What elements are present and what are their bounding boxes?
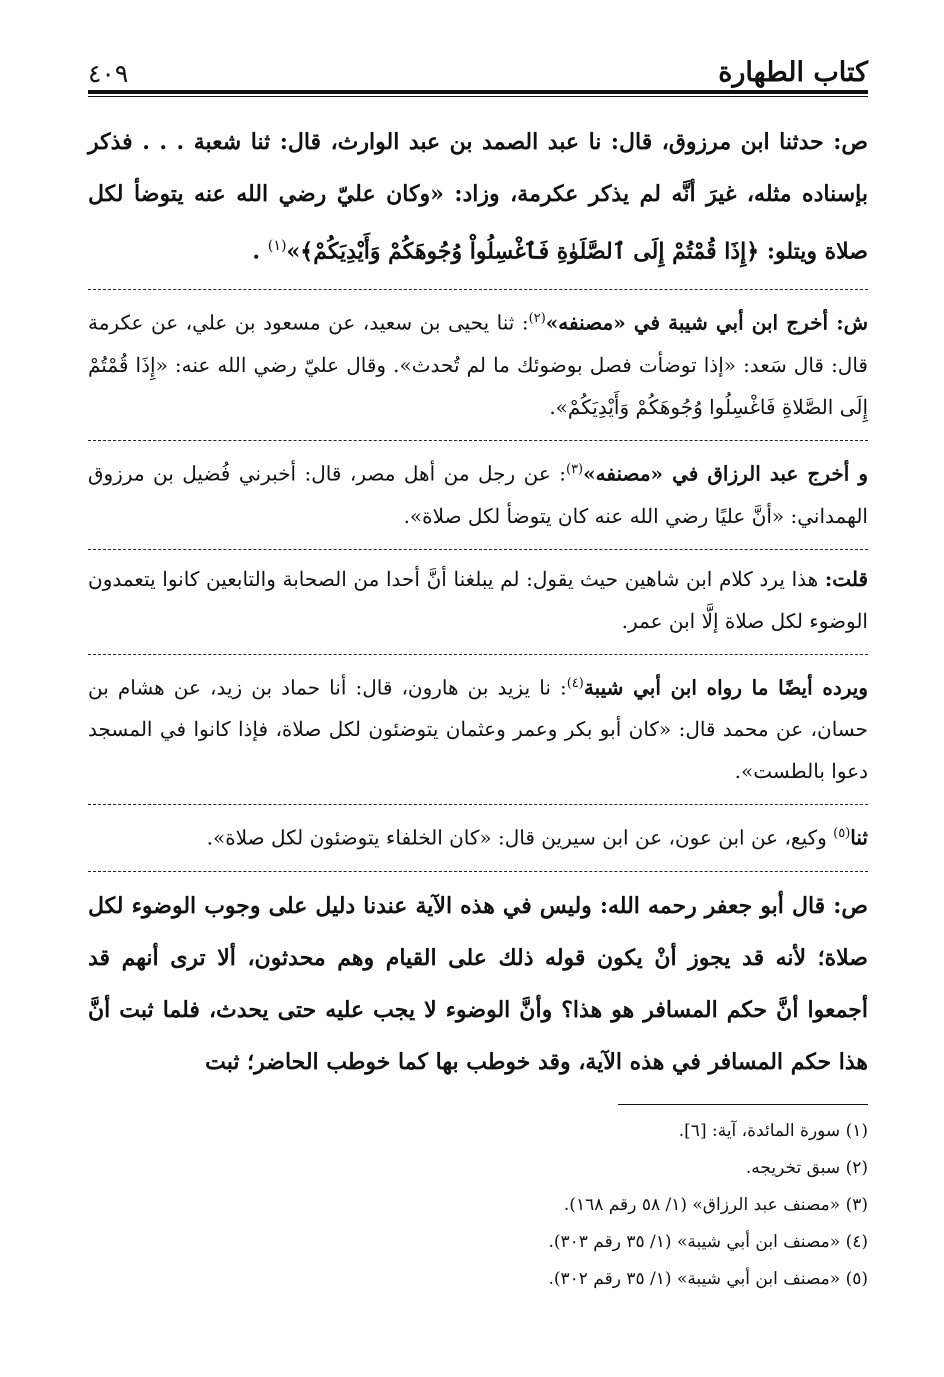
- footnote-ref: (١): [267, 238, 287, 254]
- page-header: [88, 38, 868, 88]
- paragraph-lead: قلت:: [824, 566, 869, 591]
- footnote-3: (٣) «مصنف عبد الرزاق» (١/ ٥٨ رقم ١٦٨).: [563, 1195, 868, 1215]
- quran-verse: ﴿إِذَا قُمْتُمْ إِلَى ٱلصَّلَوٰةِ فَٱغْسِلُواْ وُجُوهَكُمْ وَأَيْدِيَكُمْ﴾»: [286, 238, 760, 265]
- footnote-1: (١) سورة المائدة، آية: [٦].: [678, 1121, 868, 1141]
- paragraph-commentary-2: [88, 441, 868, 550]
- paragraph-body: : ثنا يحيى بن سعيد، عن مسعود بن علي، عن عكرمة قال: قال سَعد: «إذا توضأت فصل بوضوئك ما لم تُحدث». وقال عليّ رضي الله عنه: «إِذَا قُمْتُمْ إِلَى الصَّلاةِ فَاغْسِلُوا وُجُوهَكُمْ وَأَيْدِيَكُمْ».: [88, 310, 868, 419]
- footnote-5: (٥) «مصنف ابن أبي شيبة» (١/ ٣٥ رقم ٣٠٢).: [548, 1269, 868, 1289]
- footnote-ref: (٣): [565, 461, 584, 477]
- footnote-4: (٤) «مصنف ابن أبي شيبة» (١/ ٣٥ رقم ٣٠٣).: [548, 1232, 868, 1252]
- footnote-ref: (٤): [566, 675, 584, 691]
- paragraph-text-2: [88, 872, 868, 1100]
- paragraph-text-1: [88, 108, 868, 290]
- footnote-ref: (٥): [833, 826, 851, 842]
- paragraph-body: حدثنا ابن مرزوق، قال: نا عبد الصمد بن عبد الوارث، قال: ثنا شعبة . . . فذكر بإسناده مثله، غيرَ أنَّه لم يذكر عكرمة، وزاد: «وكان عليّ رضي الله عنه يتوضأ لكل صلاة ويتلو:: [88, 129, 868, 265]
- paragraph-commentary-1: [88, 290, 868, 441]
- paragraph-commentary-5: [88, 805, 868, 872]
- paragraph-body: قال أبو جعفر رحمه الله: وليس في هذه الآية عندنا دليل على وجوب الوضوء لكل صلاة؛ لأنه قد يجوز أنْ يكون قوله ذلك على القيام وهم محدثون، ألا ترى أنهم قد أجمعوا أنَّ حكم المسافر هو هذا؟ وأنَّ الوضوء لا يجب عليه حتى يحدث، فلما ثبت أنَّ هذا حكم المسافر في هذه الآية، وقد خوطب بها كما خوطب الحاضر؛ ثبت: [88, 892, 868, 1075]
- footnote-rule: [618, 1104, 868, 1105]
- paragraph-lead: و أخرج عبد الرزاق في «مصنفه»: [583, 461, 869, 486]
- main-text: [88, 108, 868, 1100]
- paragraph-commentary-3: [88, 550, 868, 655]
- paragraph-commentary-4: [88, 655, 868, 806]
- footnotes: [88, 1104, 868, 1298]
- paragraph-lead: ص:: [833, 129, 868, 155]
- chapter-title: كتاب الطهارة: [718, 57, 868, 88]
- paragraph-lead: ثنا: [850, 825, 868, 850]
- page-number: ٤٠٩: [88, 59, 129, 88]
- paragraph-lead: ش: أخرج ابن أبي شيبة في «مصنفه»: [545, 310, 868, 335]
- paragraph-body: : عن رجل من أهل مصر، قال: أخبرني فُضيل بن مرزوق الهمداني: «أنَّ عليًا رضي الله عنه كان يتوضأ لكل صلاة».: [88, 461, 868, 528]
- header-rule: [88, 90, 868, 97]
- paragraph-body: : نا يزيد بن هارون، قال: أنا حماد بن زيد، عن هشام بن حسان، عن محمد قال: «كان أبو بكر وعمر وعثمان يتوضئون لكل صلاة، فإذا كانوا في المسجد دعوا بالطست».: [88, 675, 868, 784]
- footnote-ref: (٢): [528, 311, 546, 327]
- paragraph-lead: ويرده أيضًا ما رواه ابن أبي شيبة: [583, 675, 868, 700]
- paragraph-end: .: [252, 238, 261, 265]
- footnote-2: (٢) سبق تخريجه.: [745, 1158, 868, 1178]
- paragraph-body: وكيع، عن ابن عون، عن ابن سيرين قال: «كان الخلفاء يتوضئون لكل صلاة».: [206, 825, 827, 850]
- paragraph-lead: ص:: [833, 892, 868, 919]
- paragraph-body: هذا يرد كلام ابن شاهين حيث يقول: لم يبلغنا أنَّ أحدا من الصحابة والتابعين كانوا يتعمدون الوضوء لكل صلاة إلَّا ابن عمر.: [88, 566, 868, 633]
